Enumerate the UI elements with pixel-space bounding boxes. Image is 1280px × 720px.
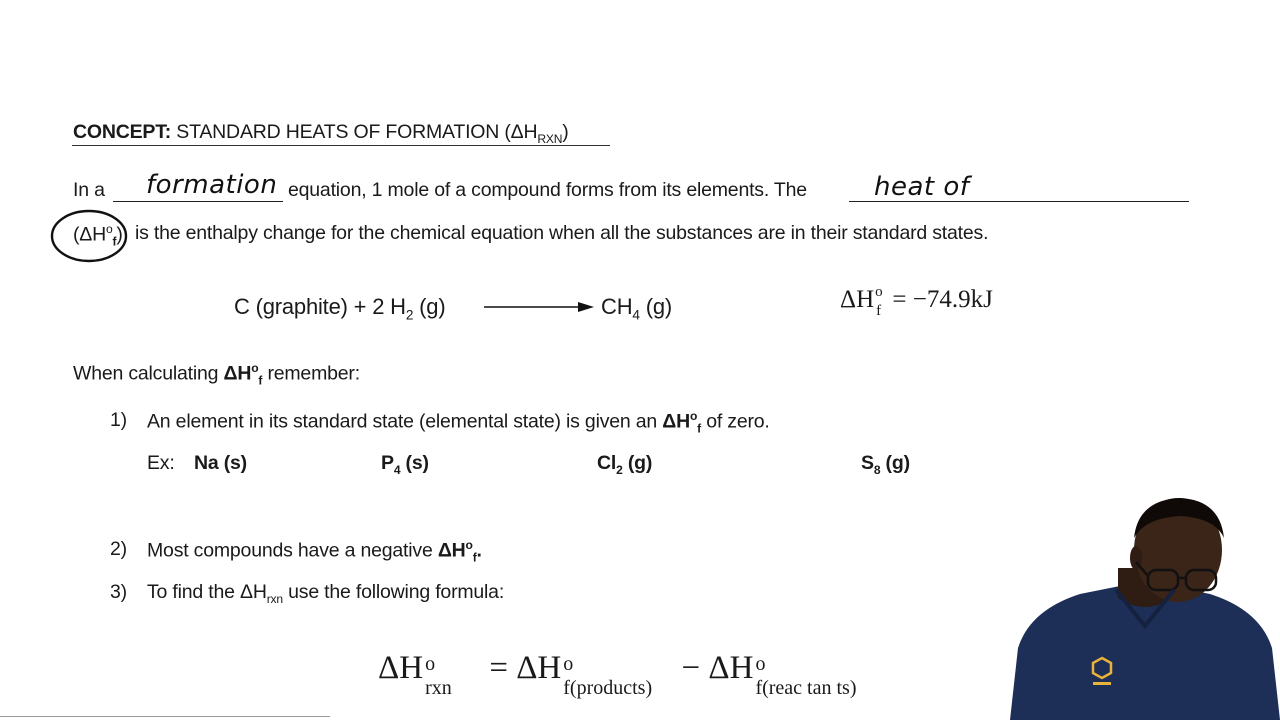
example-cl2-sub: 2	[616, 462, 623, 477]
rule-2-dh: ΔH	[437, 539, 466, 562]
formula-term2: ΔH	[708, 650, 754, 686]
presenter-video	[1010, 498, 1280, 720]
example-p4-sub: 4	[393, 462, 401, 477]
formula-term1-sup: o	[563, 653, 574, 675]
blank-2-handwriting: heat of	[874, 172, 970, 202]
rule-3-dh: ΔH	[240, 581, 267, 603]
example-na-text: Na (s)	[194, 452, 247, 474]
formula-term1-sub: f(products)	[563, 677, 653, 699]
reaction-arrow	[484, 299, 594, 315]
formula-equals: =	[481, 650, 517, 686]
remember-line	[73, 361, 360, 387]
remember-dh: ΔH	[223, 362, 252, 385]
rule-3-text-a: To find the	[147, 581, 240, 603]
enthalpy-value: = −74.9kJ	[886, 286, 993, 313]
rule-3-text-b: use the following formula:	[282, 581, 505, 603]
rule-3-number: 3)	[110, 581, 127, 603]
remember-text-a: When calculating	[73, 362, 224, 385]
equation-product	[601, 294, 672, 322]
delta-h-sub: f	[112, 234, 117, 249]
blank-1-handwriting: formation	[146, 170, 278, 200]
rule-1-text	[147, 409, 770, 435]
rule-2-sub: f	[472, 550, 477, 565]
remember-sup: o	[251, 361, 259, 375]
formula-minus: −	[673, 650, 709, 686]
intro-part2: equation, 1 mole of a compound forms from its elements. The	[288, 179, 807, 201]
rule-2-text-b: .	[476, 539, 482, 562]
example-s8-sub: 8	[873, 462, 881, 477]
delta-h-sup: o	[106, 222, 113, 236]
reactants-state: (g)	[413, 294, 446, 319]
concept-label: CONCEPT:	[73, 121, 172, 143]
example-p4-state: (s)	[400, 452, 429, 474]
intro-line2-delta	[73, 222, 123, 248]
rule-1-dh: ΔH	[662, 410, 690, 433]
example-s8-state: (g)	[880, 452, 910, 474]
example-p4	[381, 452, 429, 477]
remember-sub: f	[258, 373, 263, 388]
equation-reactants	[234, 294, 445, 322]
example-cl2	[597, 452, 652, 477]
enthalpy-sub: f	[876, 303, 882, 319]
intro-line2-rest: is the enthalpy change for the chemical equation when all the substances are in their standard states.	[135, 222, 989, 244]
rule-1-text-b: of zero.	[700, 410, 770, 433]
title-underline	[72, 145, 610, 146]
formula-term2-sub: f(reac tan ts)	[755, 677, 857, 699]
rule-2-text-a: Most compounds have a negative	[147, 539, 438, 562]
intro-part1: In a	[73, 179, 105, 201]
formula-lhs-sup: o	[425, 653, 436, 675]
formula-term2-sup: o	[755, 653, 766, 675]
rule-3-text	[147, 581, 504, 606]
rule-1-sub: f	[697, 421, 701, 436]
product-text: CH	[601, 294, 633, 319]
example-cl2-state: (g)	[622, 452, 653, 474]
formula-lhs-sub: rxn	[425, 677, 452, 699]
formula-term1: ΔH	[516, 650, 562, 686]
rule-1-text-a: An element in its standard state (elemental state) is given an	[147, 410, 663, 433]
rule-1-number: 1)	[110, 409, 127, 431]
enthalpy-label: ΔH	[840, 286, 875, 313]
examples-label: Ex:	[147, 452, 175, 474]
product-sub: 4	[632, 307, 640, 323]
reactants-text: C (graphite) + 2 H	[234, 294, 406, 319]
bottom-rule	[0, 716, 330, 717]
rule-2-text	[147, 538, 482, 564]
delta-h-close: )	[116, 223, 123, 246]
rule-3-sub: rxn	[266, 591, 283, 606]
example-p4-text: P	[381, 452, 394, 474]
blank-1	[113, 201, 283, 202]
title-sub: RXN	[537, 131, 563, 146]
concept-title	[73, 121, 569, 146]
title-close: )	[562, 121, 569, 143]
formula-lhs: ΔH	[378, 650, 424, 686]
rxn-formula	[378, 648, 873, 699]
rule-2-sup: o	[465, 538, 473, 552]
enthalpy-sup: o	[875, 284, 883, 300]
reactants-sub: 2	[405, 307, 414, 323]
example-s8-text: S	[861, 452, 874, 474]
rule-2-number: 2)	[110, 538, 127, 560]
title-main: STANDARD HEATS OF FORMATION (ΔH	[176, 121, 538, 143]
product-state: (g)	[639, 294, 672, 319]
example-na	[194, 452, 247, 475]
rule-1-sup: o	[689, 409, 698, 423]
remember-text-b: remember:	[262, 362, 360, 385]
equation-enthalpy	[840, 284, 993, 319]
delta-h-label: (ΔH	[73, 223, 107, 246]
example-s8	[861, 452, 910, 477]
example-cl2-text: Cl	[597, 452, 617, 474]
